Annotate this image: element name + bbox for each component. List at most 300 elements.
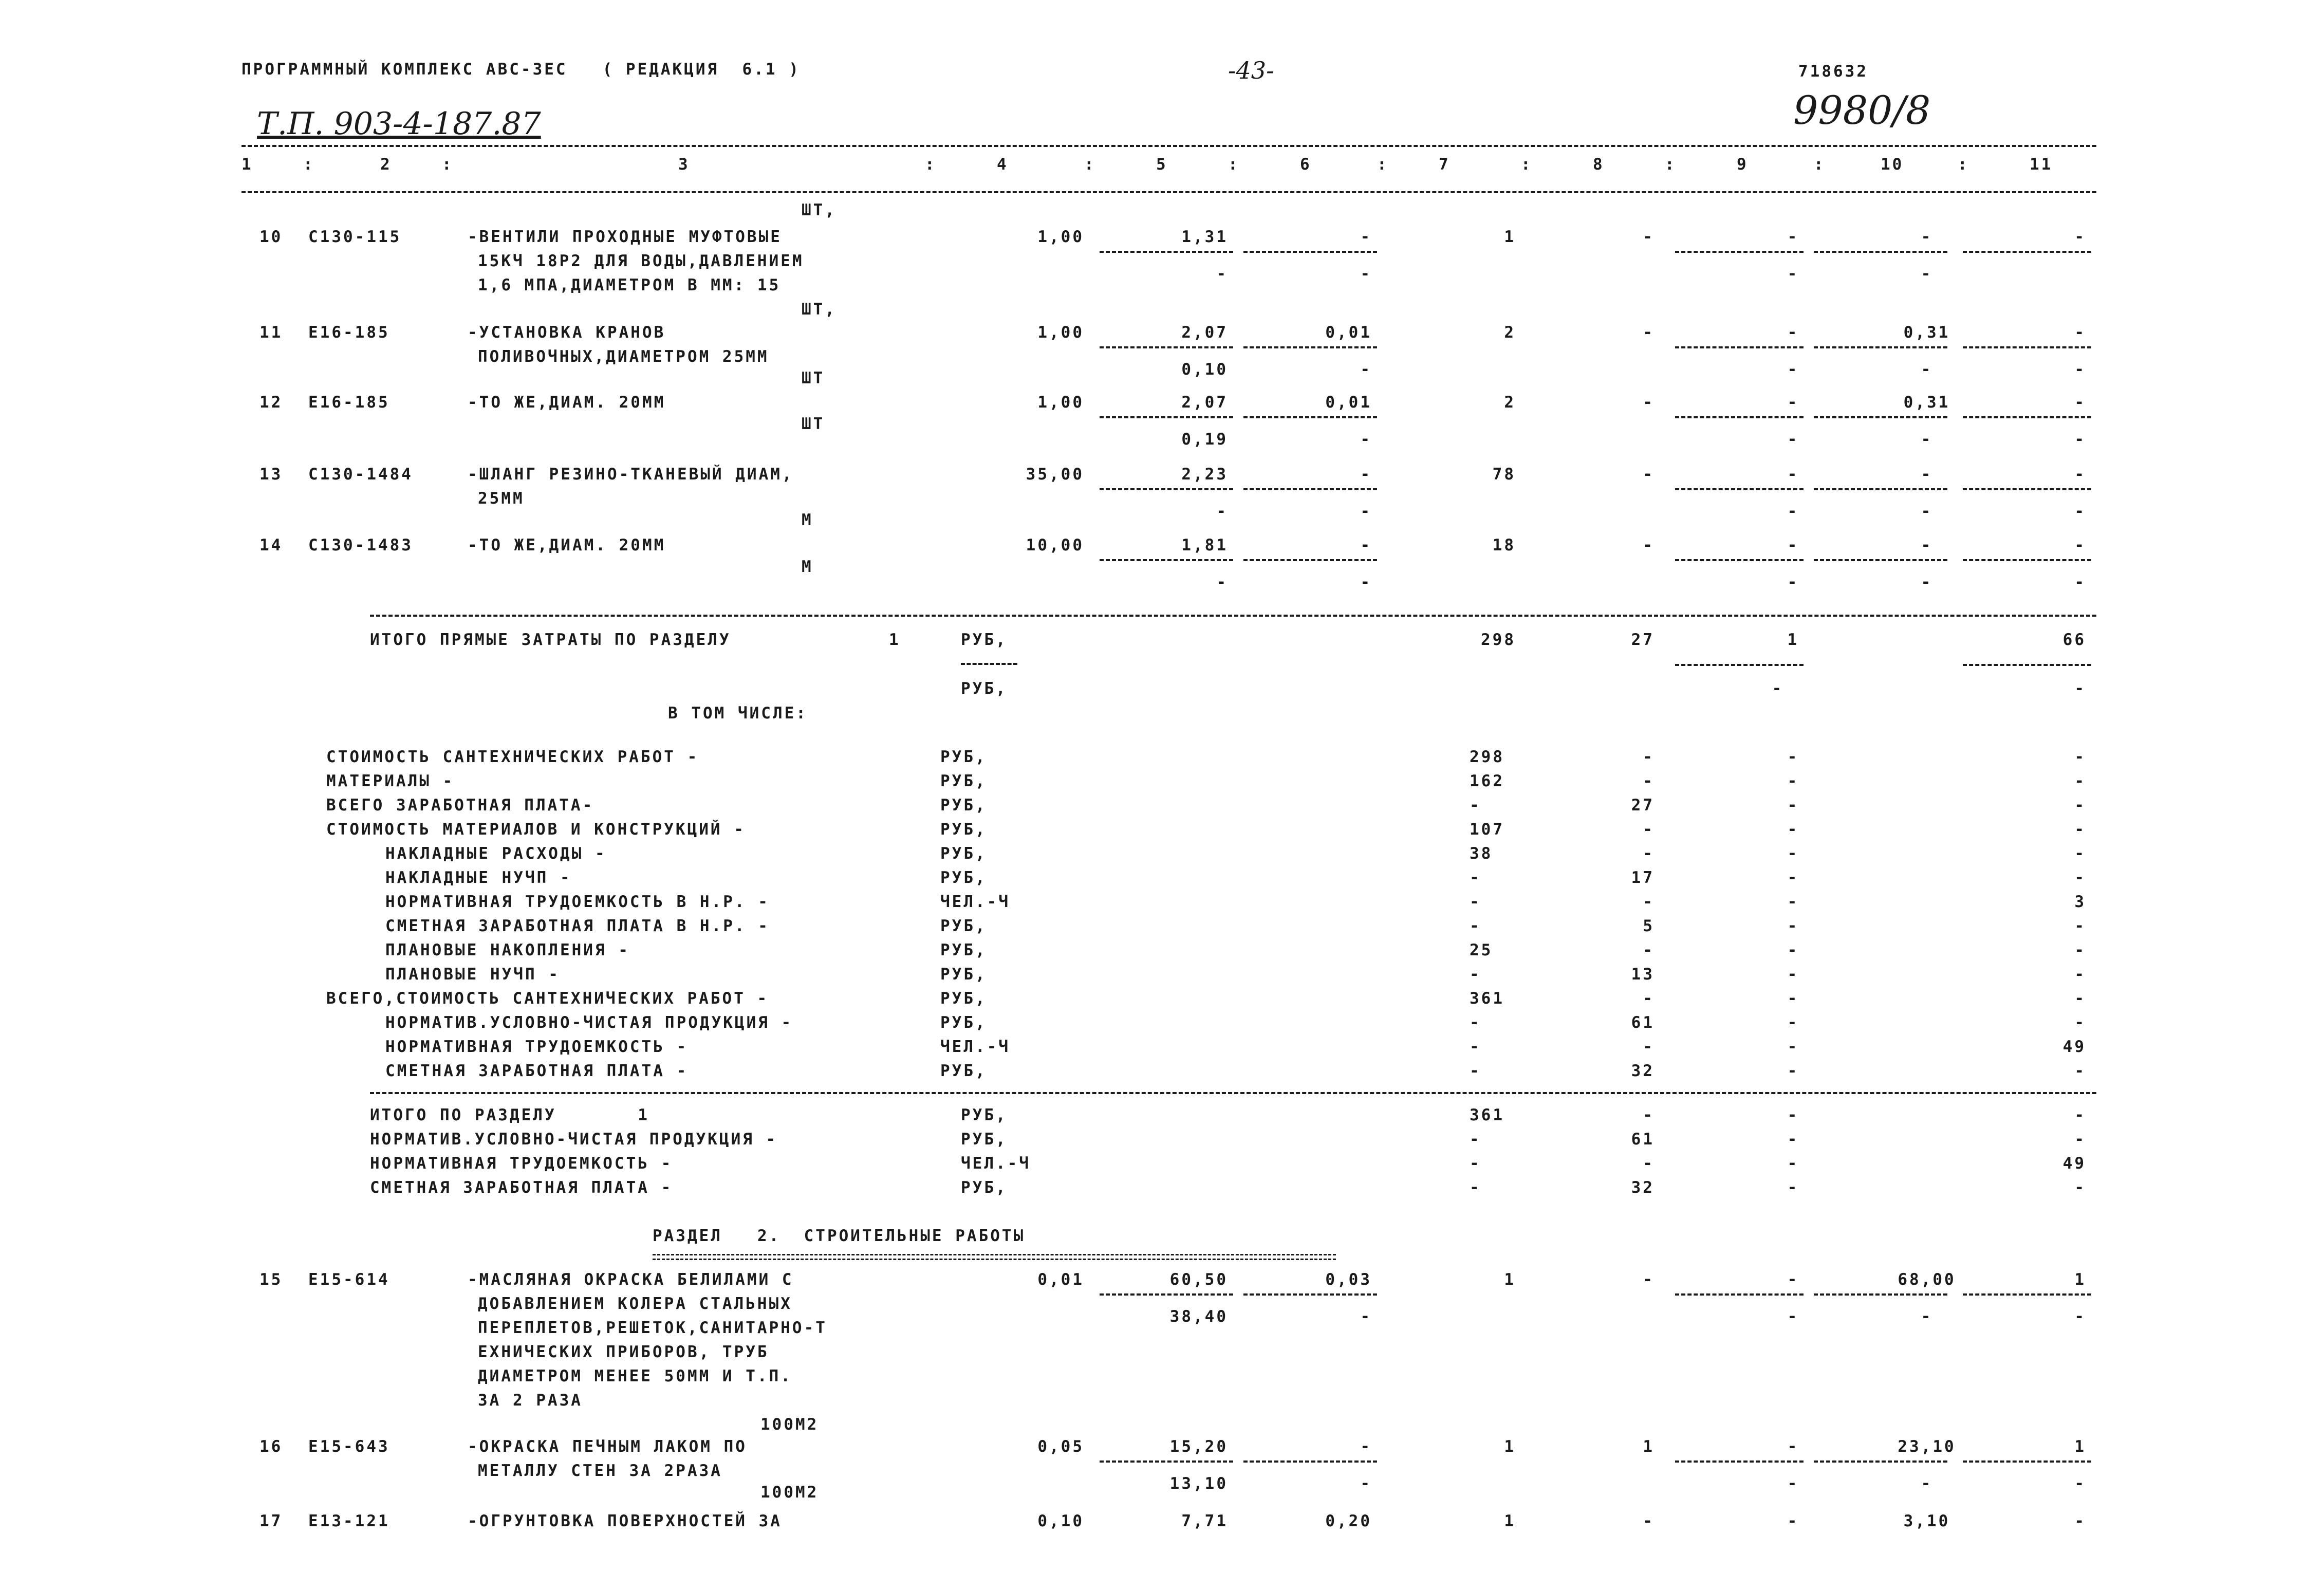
breakdown-col8: - [1643, 772, 1654, 790]
cell-col6-sub: - [1360, 430, 1372, 449]
unit-of-measure: ШТ, [802, 300, 836, 319]
cell-rule [1675, 559, 1804, 561]
breakdown-col7: - [1470, 1013, 1481, 1032]
unit-of-measure: ШТ, [802, 201, 836, 219]
cell-col8: - [1643, 1512, 1654, 1530]
cell-col5: 2,07 [1181, 323, 1228, 342]
cell-col8: - [1643, 228, 1654, 246]
cell-col7: 2 [1504, 323, 1516, 342]
work-description: 1,6 МПА,ДИАМЕТРОМ В ММ: 15 [478, 276, 781, 294]
cell-rule [1963, 1460, 2091, 1463]
cell-col9: - [1787, 323, 1799, 342]
cell-rule [1100, 1460, 1233, 1463]
breakdown-col7: - [1470, 965, 1481, 984]
cell-col11-sub: - [2074, 573, 2086, 591]
cell-col6: 0,20 [1325, 1512, 1372, 1530]
cell-col6: 0,01 [1325, 393, 1372, 412]
cell-col6: - [1360, 228, 1372, 246]
section-total-rule [370, 1092, 2096, 1094]
column-number: 5 [1156, 155, 1168, 174]
breakdown-col11: - [2074, 1013, 2086, 1032]
cell-col4: 1,00 [1037, 393, 1084, 412]
unit-of-measure: ШТ [802, 415, 825, 433]
section-total-unit: ЧЕЛ.-Ч [961, 1154, 1031, 1173]
work-description: ПЕРЕПЛЕТОВ,РЕШЕТОК,САНИТАРНО-Т [478, 1319, 827, 1337]
cell-col6-sub: - [1360, 502, 1372, 521]
column-number: 11 [2030, 155, 2053, 174]
cell-col9: - [1787, 1437, 1799, 1456]
breakdown-label: ПЛАНОВЫЕ НАКОПЛЕНИЯ - [385, 941, 630, 959]
cell-col9-sub: - [1787, 573, 1799, 591]
cell-rule [1814, 346, 1947, 348]
breakdown-label: СМЕТНАЯ ЗАРАБОТНАЯ ПЛАТА В Н.Р. - [385, 917, 770, 935]
column-number: 1 [241, 155, 253, 174]
breakdown-col8: - [1643, 893, 1654, 911]
price-code: Е15-643 [308, 1437, 390, 1456]
section-total-col11: - [2074, 1130, 2086, 1149]
cell-rule [1814, 251, 1947, 253]
breakdown-col8: - [1643, 844, 1654, 863]
breakdown-unit: РУБ, [940, 1013, 987, 1032]
cell-col9: - [1787, 393, 1799, 412]
cell-col5: 2,07 [1181, 393, 1228, 412]
header-rule-bottom [241, 191, 2096, 193]
cell-col9: - [1787, 1270, 1799, 1289]
breakdown-col11: - [2074, 917, 2086, 935]
header-rule-top [241, 145, 2096, 147]
total-direct-unit-rule [961, 663, 1017, 665]
breakdown-col8: - [1643, 748, 1654, 766]
item-number: 13 [259, 465, 283, 484]
cell-rule [1814, 1293, 1947, 1296]
cell-col8: - [1643, 465, 1654, 484]
cell-col10: - [1921, 465, 1933, 484]
cell-col7: 18 [1492, 536, 1516, 554]
cell-col11-sub: - [2074, 1307, 2086, 1326]
breakdown-col9: - [1787, 868, 1799, 887]
column-number: 10 [1881, 155, 1904, 174]
cell-col9: - [1787, 1512, 1799, 1530]
column-separator: : [442, 155, 454, 174]
cell-col11: - [2074, 536, 2086, 554]
cell-rule [1243, 346, 1377, 348]
section-total-col7: - [1470, 1154, 1481, 1173]
cell-rule [1963, 559, 2091, 561]
breakdown-col8: 5 [1643, 917, 1654, 935]
section-total-col9: - [1787, 1106, 1799, 1124]
cell-rule [1100, 1293, 1233, 1296]
cell-rule [1243, 416, 1377, 418]
cell-col11-sub: - [2074, 430, 2086, 449]
column-number: 2 [380, 155, 392, 174]
cell-col11-sub: - [2074, 360, 2086, 379]
cell-col11: - [2074, 323, 2086, 342]
breakdown-unit: РУБ, [940, 796, 987, 815]
column-separator: : [1228, 155, 1240, 174]
breakdown-col9: - [1787, 941, 1799, 959]
section-total-col11: - [2074, 1178, 2086, 1197]
cell-col5: 1,81 [1181, 536, 1228, 554]
breakdown-unit: РУБ, [940, 868, 987, 887]
cell-col10-sub: - [1921, 1307, 1933, 1326]
cell-rule [1100, 251, 1233, 253]
cell-col5: 15,20 [1169, 1437, 1228, 1456]
work-description: ПОЛИВОЧНЫХ,ДИАМЕТРОМ 25ММ [478, 347, 769, 366]
cell-rule [1675, 1293, 1804, 1296]
breakdown-col9: - [1787, 917, 1799, 935]
cell-rule [1675, 251, 1804, 253]
section-total-col8: - [1643, 1106, 1654, 1124]
cell-rule [1814, 1460, 1947, 1463]
breakdown-col9: - [1787, 893, 1799, 911]
breakdown-col7: - [1470, 917, 1481, 935]
section-total-col8: - [1643, 1154, 1654, 1173]
cell-col7: 1 [1504, 1512, 1516, 1530]
section-total-label: НОРМАТИВНАЯ ТРУДОЕМКОСТЬ - [370, 1154, 673, 1173]
cell-col6-sub: - [1360, 1474, 1372, 1493]
totals-rule [370, 615, 2096, 617]
work-description: -ТО ЖЕ,ДИАМ. 20ММ [468, 536, 666, 554]
cell-col9-sub: - [1787, 265, 1799, 283]
cell-col4: 0,01 [1037, 1270, 1084, 1289]
work-description: -ОГРУНТОВКА ПОВЕРХНОСТЕЙ ЗА [468, 1512, 782, 1530]
breakdown-col7: 107 [1470, 820, 1504, 839]
cell-col4: 35,00 [1026, 465, 1084, 484]
cell-col5-sub: 0,10 [1181, 360, 1228, 379]
cell-col11-sub: - [2074, 502, 2086, 521]
work-description: МЕТАЛЛУ СТЕН ЗА 2РАЗА [478, 1462, 722, 1480]
unit-of-measure: ШТ [802, 369, 825, 387]
cell-col10-sub: - [1921, 1474, 1933, 1493]
breakdown-col11: 3 [2074, 893, 2086, 911]
total-direct-col9: 1 [1787, 631, 1799, 649]
cell-col6: - [1360, 536, 1372, 554]
cell-rule [1100, 559, 1233, 561]
price-code: Е16-185 [308, 323, 390, 342]
breakdown-col9: - [1787, 844, 1799, 863]
cell-col9: - [1787, 465, 1799, 484]
cell-rule [1963, 346, 2091, 348]
work-description: -УСТАНОВКА КРАНОВ [468, 323, 666, 342]
breakdown-unit: РУБ, [940, 917, 987, 935]
price-code: Е16-185 [308, 393, 390, 412]
section-total-col7: - [1470, 1178, 1481, 1197]
cell-rule [1243, 488, 1377, 490]
total-direct-unit: РУБ, [961, 631, 1008, 649]
work-description: -ВЕНТИЛИ ПРОХОДНЫЕ МУФТОВЫЕ [468, 228, 782, 246]
breakdown-label: НАКЛАДНЫЕ РАСХОДЫ - [385, 844, 607, 863]
work-description: 15КЧ 18Р2 ДЛЯ ВОДЫ,ДАВЛЕНИЕМ [478, 252, 804, 270]
breakdown-unit: РУБ, [940, 1062, 987, 1080]
cell-col6: 0,01 [1325, 323, 1372, 342]
cell-col4: 10,00 [1026, 536, 1084, 554]
breakdown-label: ВСЕГО,СТОИМОСТЬ САНТЕХНИЧЕСКИХ РАБОТ - [326, 989, 769, 1008]
column-separator: : [1665, 155, 1677, 174]
cell-col9-sub: - [1787, 360, 1799, 379]
cell-col5: 1,31 [1181, 228, 1228, 246]
cell-col9-sub: - [1787, 1474, 1799, 1493]
total-direct-section: 1 [889, 631, 901, 649]
breakdown-label: НОРМАТИВ.УСЛОВНО-ЧИСТАЯ ПРОДУКЦИЯ - [385, 1013, 793, 1032]
page-number: -43- [1228, 57, 1274, 84]
cell-col5: 7,71 [1181, 1512, 1228, 1530]
breakdown-col11: - [2074, 772, 2086, 790]
cell-col11: 1 [2074, 1270, 2086, 1289]
cell-rule [1675, 488, 1804, 490]
item-number: 15 [259, 1270, 283, 1289]
breakdown-unit: РУБ, [940, 748, 987, 766]
unit-of-measure: М [802, 558, 813, 576]
breakdown-unit: РУБ, [940, 844, 987, 863]
total-direct-col9-rule [1675, 664, 1804, 666]
handwritten-project-ref: Т.П. 903-4-187.87 [257, 106, 541, 142]
section2-title-underline [653, 1254, 1336, 1260]
breakdown-label: СМЕТНАЯ ЗАРАБОТНАЯ ПЛАТА - [385, 1062, 689, 1080]
cell-col6-sub: - [1360, 265, 1372, 283]
work-description: -ОКРАСКА ПЕЧНЫМ ЛАКОМ ПО [468, 1437, 747, 1456]
cell-rule [1243, 559, 1377, 561]
section-total-label: НОРМАТИВ.УСЛОВНО-ЧИСТАЯ ПРОДУКЦИЯ - [370, 1130, 778, 1149]
breakdown-col7: - [1470, 868, 1481, 887]
breakdown-col8: - [1643, 989, 1654, 1008]
total-direct-label: ИТОГО ПРЯМЫЕ ЗАТРАТЫ ПО РАЗДЕЛУ [370, 631, 731, 649]
breakdown-col11: - [2074, 965, 2086, 984]
section-total-col7: - [1470, 1130, 1481, 1149]
cell-col8: - [1643, 323, 1654, 342]
work-description: -ТО ЖЕ,ДИАМ. 20ММ [468, 393, 666, 412]
column-number: 8 [1593, 155, 1605, 174]
cell-rule [1814, 488, 1947, 490]
work-description: -ШЛАНГ РЕЗИНО-ТКАНЕВЫЙ ДИАМ, [468, 465, 794, 484]
program-header: ПРОГРАММНЫЙ КОМПЛЕКС АВС-ЗЕС ( РЕДАКЦИЯ 6.1 ) [241, 60, 801, 79]
column-separator: : [1377, 155, 1389, 174]
breakdown-col8: 32 [1631, 1062, 1654, 1080]
breakdown-col7: 361 [1470, 989, 1504, 1008]
breakdown-col7: 25 [1470, 941, 1493, 959]
cell-rule [1243, 1460, 1377, 1463]
cell-rule [1814, 559, 1947, 561]
column-number: 4 [997, 155, 1009, 174]
breakdown-label: ВСЕГО ЗАРАБОТНАЯ ПЛАТА- [326, 796, 594, 815]
cell-col10-sub: - [1921, 430, 1933, 449]
cell-col11: 1 [2074, 1437, 2086, 1456]
section-total-label: СМЕТНАЯ ЗАРАБОТНАЯ ПЛАТА - [370, 1178, 673, 1197]
cell-col11: - [2074, 1512, 2086, 1530]
cell-col8: - [1643, 1270, 1654, 1289]
cell-col10: - [1921, 536, 1933, 554]
column-number: 6 [1300, 155, 1312, 174]
document-number: 718632 [1798, 62, 1868, 81]
breakdown-col7: 162 [1470, 772, 1504, 790]
item-number: 10 [259, 228, 283, 246]
breakdown-col11: 49 [2062, 1038, 2086, 1056]
column-separator: : [1521, 155, 1533, 174]
cell-rule [1963, 1293, 2091, 1296]
cell-col9-sub: - [1787, 430, 1799, 449]
cell-col5-sub: 0,19 [1181, 430, 1228, 449]
cell-col10: 68,00 [1898, 1270, 1956, 1289]
breakdown-col8: 17 [1631, 868, 1654, 887]
cell-col7: 78 [1492, 465, 1516, 484]
section-total-col7: 361 [1470, 1106, 1504, 1124]
total-direct-col8: 27 [1631, 631, 1654, 649]
price-code: С130-1484 [308, 465, 413, 484]
section2-title: РАЗДЕЛ 2. СТРОИТЕЛЬНЫЕ РАБОТЫ [653, 1227, 1026, 1245]
item-number: 14 [259, 536, 283, 554]
cell-col6: - [1360, 1437, 1372, 1456]
section-total-col8: 61 [1631, 1130, 1654, 1149]
breakdown-col8: - [1643, 1038, 1654, 1056]
cell-rule [1243, 251, 1377, 253]
breakdown-col7: - [1470, 1038, 1481, 1056]
breakdown-col8: - [1643, 941, 1654, 959]
cell-col6: - [1360, 465, 1372, 484]
column-separator: : [925, 155, 937, 174]
column-number: 7 [1439, 155, 1451, 174]
work-description: ДИАМЕТРОМ МЕНЕЕ 50ММ И Т.П. [478, 1367, 792, 1385]
cell-rule [1675, 416, 1804, 418]
cell-col10: 23,10 [1898, 1437, 1956, 1456]
cell-col5-sub: - [1216, 502, 1228, 521]
breakdown-col9: - [1787, 1062, 1799, 1080]
breakdown-unit: РУБ, [940, 772, 987, 790]
total-direct-col11: 66 [2062, 631, 2086, 649]
cell-col9: - [1787, 228, 1799, 246]
breakdown-col9: - [1787, 748, 1799, 766]
section-total-col9: - [1787, 1130, 1799, 1149]
work-description: ЕХНИЧЕСКИХ ПРИБОРОВ, ТРУБ [478, 1343, 769, 1361]
cell-col5-sub: - [1216, 573, 1228, 591]
breakdown-unit: ЧЕЛ.-Ч [940, 893, 1010, 911]
cell-col10: 0,31 [1903, 393, 1950, 412]
cell-col11: - [2074, 393, 2086, 412]
cell-col10-sub: - [1921, 265, 1933, 283]
cell-col9-sub: - [1787, 502, 1799, 521]
cell-col4: 1,00 [1037, 323, 1084, 342]
cell-col7: 1 [1504, 1437, 1516, 1456]
unit-of-measure: М [802, 511, 813, 529]
cell-col7: 2 [1504, 393, 1516, 412]
cell-col11-sub: - [2074, 1474, 2086, 1493]
breakdown-col11: - [2074, 820, 2086, 839]
total-direct-col9b: - [1772, 679, 1784, 698]
total-direct-col7: 298 [1481, 631, 1516, 649]
cell-col10-sub: - [1921, 502, 1933, 521]
price-code: С130-1483 [308, 536, 413, 554]
cell-rule [1675, 346, 1804, 348]
cell-col8: 1 [1643, 1437, 1654, 1456]
cell-col6-sub: - [1360, 573, 1372, 591]
price-code: Е15-614 [308, 1270, 390, 1289]
section-total-col11: 49 [2062, 1154, 2086, 1173]
breakdown-col9: - [1787, 989, 1799, 1008]
column-separator: : [1958, 155, 1969, 174]
cell-col6-sub: - [1360, 1307, 1372, 1326]
column-number: 9 [1737, 155, 1749, 174]
cell-col5: 60,50 [1169, 1270, 1228, 1289]
breakdown-col7: - [1470, 893, 1481, 911]
cell-col5-sub: 38,40 [1169, 1307, 1228, 1326]
breakdown-col9: - [1787, 796, 1799, 815]
section-total-col8: 32 [1631, 1178, 1654, 1197]
column-separator: : [1084, 155, 1096, 174]
breakdown-col7: - [1470, 1062, 1481, 1080]
breakdown-col9: - [1787, 1013, 1799, 1032]
section-total-col9: - [1787, 1154, 1799, 1173]
breakdown-label: СТОИМОСТЬ МАТЕРИАЛОВ И КОНСТРУКЦИЙ - [326, 820, 746, 839]
breakdown-unit: РУБ, [940, 965, 987, 984]
section-total-unit: РУБ, [961, 1130, 1008, 1149]
section-total-unit: РУБ, [961, 1106, 1008, 1124]
item-number: 12 [259, 393, 283, 412]
breakdown-col11: - [2074, 989, 2086, 1008]
work-description: 25ММ [478, 489, 525, 508]
cell-col9: - [1787, 536, 1799, 554]
cell-rule [1963, 416, 2091, 418]
breakdown-unit: РУБ, [940, 820, 987, 839]
column-number: 3 [678, 155, 690, 174]
breakdown-label: ПЛАНОВЫЕ НУЧП - [385, 965, 560, 984]
work-description: ДОБАВЛЕНИЕМ КОЛЕРА СТАЛЬНЫХ [478, 1295, 792, 1313]
item-number: 11 [259, 323, 283, 342]
breakdown-col8: 13 [1631, 965, 1654, 984]
including-label: В ТОМ ЧИСЛЕ: [668, 704, 808, 723]
cell-col9-sub: - [1787, 1307, 1799, 1326]
breakdown-label: НОРМАТИВНАЯ ТРУДОЕМКОСТЬ - [385, 1038, 689, 1056]
cell-col10: 3,10 [1903, 1512, 1950, 1530]
total-direct-col11-rule [1963, 664, 2091, 666]
cell-col5-sub: - [1216, 265, 1228, 283]
cell-rule [1100, 346, 1233, 348]
cell-col4: 1,00 [1037, 228, 1084, 246]
cell-col7: 1 [1504, 1270, 1516, 1289]
breakdown-label: МАТЕРИАЛЫ - [326, 772, 455, 790]
breakdown-col9: - [1787, 965, 1799, 984]
cell-rule [1675, 1460, 1804, 1463]
breakdown-label: СТОИМОСТЬ САНТЕХНИЧЕСКИХ РАБОТ - [326, 748, 699, 766]
handwritten-inventory-number: 9980/8 [1793, 87, 1931, 133]
breakdown-col7: 298 [1470, 748, 1504, 766]
cell-rule [1100, 488, 1233, 490]
section-total-unit: РУБ, [961, 1178, 1008, 1197]
unit-of-measure: 100М2 [760, 1483, 819, 1502]
column-separator: : [303, 155, 315, 174]
cell-col10: 0,31 [1903, 323, 1950, 342]
breakdown-col11: - [2074, 941, 2086, 959]
breakdown-col8: 27 [1631, 796, 1654, 815]
cell-col5: 2,23 [1181, 465, 1228, 484]
cell-col10-sub: - [1921, 360, 1933, 379]
breakdown-col11: - [2074, 844, 2086, 863]
breakdown-col7: - [1470, 796, 1481, 815]
total-direct-col11b: - [2074, 679, 2086, 698]
cell-col8: - [1643, 536, 1654, 554]
item-number: 17 [259, 1512, 283, 1530]
unit-of-measure: 100М2 [760, 1415, 819, 1434]
cell-col7: 1 [1504, 228, 1516, 246]
section-total-label: ИТОГО ПО РАЗДЕЛУ 1 [370, 1106, 649, 1124]
cell-rule [1963, 251, 2091, 253]
price-code: С130-115 [308, 228, 402, 246]
breakdown-col11: - [2074, 796, 2086, 815]
work-description: -МАСЛЯНАЯ ОКРАСКА БЕЛИЛАМИ С [468, 1270, 794, 1289]
cell-col4: 0,05 [1037, 1437, 1084, 1456]
work-description: ЗА 2 РАЗА [478, 1391, 583, 1410]
breakdown-unit: РУБ, [940, 941, 987, 959]
breakdown-col7: 38 [1470, 844, 1493, 863]
cell-col10: - [1921, 228, 1933, 246]
section-total-col11: - [2074, 1106, 2086, 1124]
